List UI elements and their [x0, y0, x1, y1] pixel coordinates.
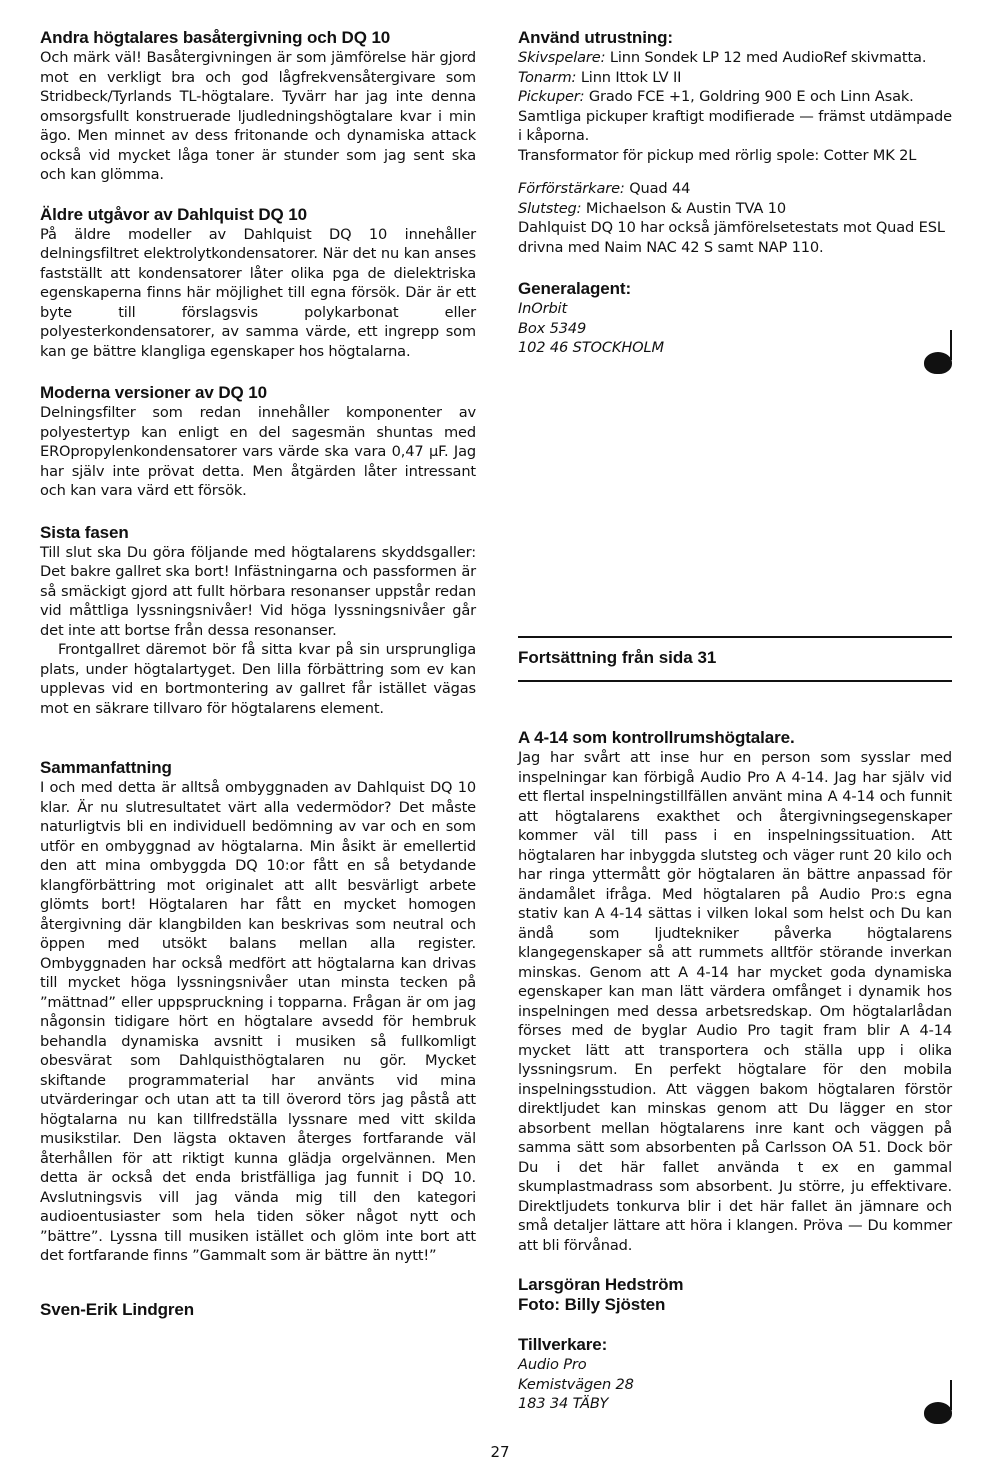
divider	[518, 636, 952, 638]
equipment-box	[518, 28, 952, 257]
equipment-title: Använd utrustning:	[518, 28, 673, 47]
section-text: Delningsfilter som redan innehåller komponenter av polyestertyp kan enligt en del sagesmän shuntas med EROpropylenkondensatorer vars värde ska vara 0,47 µF. Jag har själv inte prövat detta. Men åtgärden låter intressant och kan vara värd ett försök.	[40, 404, 476, 499]
section-summary	[40, 758, 476, 1266]
credit-author: Larsgöran Hedström	[518, 1275, 684, 1294]
section-text: Jag har svårt att inse hur en person som sysslar med inspelningar kan förbigå Audio Pro A 4-14. Jag har själv vid ett flertal inspelningstillfällen använt mina A 4-14 och funnit att högtalarens exakthet och återgivningsegenskaper kommer väl till pass i en inspelningssituation. Att högtalaren har inbyggda slutsteg och väger runt 20 kilo och har ringa yttermått gör högtalaren än bättre anpassad för ändamålet ifråga. Med högtalaren på Audio Pro:s egna stativ kan A 4-14 sättas i vilken lokal som helst och Du kan ändå som ljudtekniker påverka högtalarens klangegenskaper så att rummets alltför störande inverkan minskas. Genom att A 4-14 har mycket goda dynamiska egenskaper kan man lätt värdera omfånget i dynamik hos inspelningen med dessa arbetsredskap. Om högtalarlådan förses med de byglar Audio Pro tagit fram blir A 4-14 mycket lätt att transportera och ställa upp i olika lyssningsrum. En perfekt högtalare för den mobila inspelningsstudion. Att väggen bakom högtalaren förstör direktljudet kan minskas genom att Du lägger en stor absorbent mellan högtalarens inre kant och väggen på samma sätt som absorbenten på Carlsson OA 51. Dock bör Du i det här fallet använda t ex en gammal skumplastmadrass som absorbent. Ju större, ju effektivare. Direktljudets tonkurva blir i det här fallet än jämnare och små detaljer lättare att höra i klangen. Pröva — Du kommer att bli förvånad.	[518, 749, 952, 1254]
section-text: Till slut ska Du göra följande med högtalarens skyddsgaller: Det bakre gallret ska bort! Infästningarna och passformen är så smäckigt gjord att fullt hörbara resonanser uppstår redan vid måttliga lyssningsnivåer! Vid höga lyssningsnivåer går det inte att bortse från dessa resonanser.	[40, 543, 476, 639]
section-bass	[40, 28, 476, 185]
equipment-line: Slutsteg: Michaelson & Austin TVA 10	[518, 199, 787, 217]
section-final-phase	[40, 523, 476, 719]
a414-section	[518, 728, 952, 1414]
page-number: 27	[490, 1443, 510, 1461]
equipment-line: Skivspelare: Linn Sondek LP 12 med AudioRef skivmatta.	[518, 49, 927, 66]
left-column	[40, 28, 476, 1320]
section-title: Sista fasen	[40, 522, 129, 542]
maker-line: Kemistvägen 28	[518, 1375, 634, 1393]
equipment-note: Transformator för pickup med rörlig spole: Cotter MK 2L	[518, 146, 917, 164]
section-title: Äldre utgåvor av Dahlquist DQ 10	[40, 204, 307, 224]
section-text: Frontgallret däremot bör få sitta kvar på sin ursprungliga plats, under högtalartyget. Den lilla förbättring som ev kan upplevas vid en bortmontering av gallret får istället vägas mot en säkrare tillvaro för högtalarens element.	[40, 641, 476, 717]
agent-line: InOrbit	[518, 300, 568, 317]
right-column	[518, 28, 952, 358]
section-text: I och med detta är alltså ombyggnaden av Dahlquist DQ 10 klar. Är nu slutresultatet värt alla vedermödor? Det måste naturligtvis bli en individuell bedömning av var och en som utför en ombyggnad av högtalarna. Min åsikt är emellertid den att mina ombyggda DQ 10:or fått en så betydande klangförbättring mot originalet att allt besvärligt arbete glömts bort! Högtalaren har fått en mycket homogen återgivning där klangbilden kan beskrivas som neutral och öppen med utsökt balans mellan alla register. Ombyggnaden har också medfört att högtalarna kan drivas till mycket höga lyssningsnivåer utan minsta tecken på ”mättnad” eller uppspruckning i topparna. Frågan är om jag någonsin tidigare hört en högtalare avsedd för hembruk behandla dynamiska avsnitt i musiken så fullkomligt obesvärat som Dahlquisthögtalaren nu gör. Mycket skiftande programmaterial har använts vid mina utvärderingar och utan att ta till överord törs jag påstå att högtalarna nu kan tillfredställa lyssnare med vitt skilda musikstilar. Den lägsta oktaven återges fortfarande väl återhållen för att riktigt kunna glädja orgelvännen. Men detta är också det enda bristfälliga jag funnit i DQ 10. Avslutningsvis vill jag vända mig till den kategori audioentusiaster som hela tiden söker något nytt och ”bättre”. Lyssna till musiken istället och glöm inte bort att det fortfarande finns ”Gammalt som är bättre än nytt!”	[40, 779, 476, 1264]
section-title: Moderna versioner av DQ 10	[40, 383, 267, 402]
equipment-line: Tonarm: Linn Ittok LV II	[518, 68, 682, 86]
equipment-note: Samtliga pickuper kraftigt modifierade — främst utdämpade i kåporna.	[518, 107, 952, 144]
continuation-title: Fortsättning från sida 31	[518, 648, 717, 667]
agent-title: Generalagent:	[518, 279, 632, 298]
equipment-line: Pickuper: Grado FCE +1, Goldring 900 E och Linn Asak.	[518, 88, 914, 105]
equipment-line: Förförstärkare: Quad 44	[518, 180, 691, 197]
agent-box	[518, 279, 952, 358]
maker-title: Tillverkare:	[518, 1335, 608, 1354]
section-text: På äldre modeller av Dahlquist DQ 10 innehåller delningsfiltret elektrolytkondensatorer. När det nu kan anses fastställt att kondensatorer låter olika pga de dielektriska egenskaperna finns här möjlighet till egna försök. Där är ett byte till förslagsvis polykarbonat eller polyesterkondensatorer, av samma värde, ett ingrepp som kan ge bättre klangliga egenskaper hos högtalarna.	[40, 225, 476, 360]
section-text: Och märk väl! Basåtergivningen är som jämförelse här gjord mot en verkligt bra och god lågfrekvensåtergivare som Stridbeck/Tyrlands TL-högtalare. Tyvärr har jag inte denna omsorgsfullt konstruerade ljudledningshögtalare kvar i min ägo. Men minnet av dess fritonande och dynamiska attack också vid mycket låga toner är stunder som jag sent ska och kan glömma.	[40, 49, 476, 183]
section-older-versions	[40, 205, 476, 362]
divider	[518, 680, 952, 682]
continuation-block	[518, 636, 952, 682]
section-title: A 4-14 som kontrollrumshögtalare.	[518, 728, 795, 747]
section-title: Sammanfattning	[40, 758, 172, 777]
end-mark-logo	[924, 1394, 952, 1422]
equipment-note: Dahlquist DQ 10 har också jämförelsetestats mot Quad ESL drivna med Naim NAC 42 S samt NAP 110.	[518, 219, 945, 256]
agent-line: 102 46 STOCKHOLM	[518, 339, 664, 356]
section-modern-versions	[40, 383, 476, 501]
credit-photo: Foto: Billy Sjösten	[518, 1295, 666, 1314]
maker-line: Audio Pro	[518, 1356, 587, 1373]
agent-line: Box 5349	[518, 319, 587, 337]
author-name: Sven-Erik Lindgren	[40, 1299, 195, 1319]
section-title: Andra högtalares basåtergivning och DQ 10	[40, 28, 391, 47]
end-mark-logo	[924, 344, 952, 372]
maker-line: 183 34 TÄBY	[518, 1395, 609, 1412]
